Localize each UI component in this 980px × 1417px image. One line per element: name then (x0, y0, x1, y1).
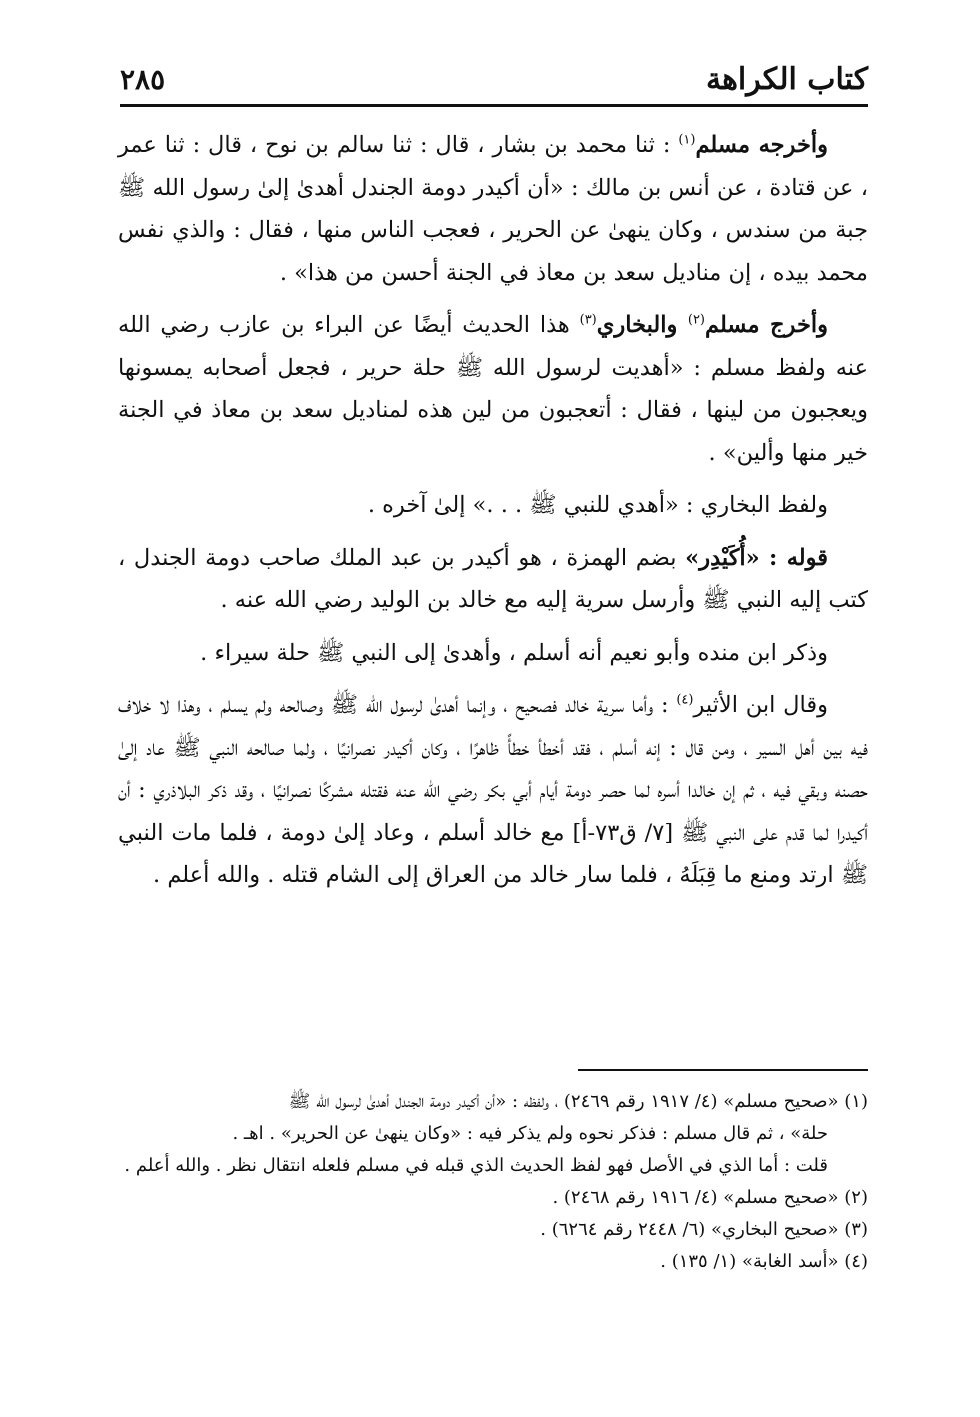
paragraph-lead: والبخاري (596, 312, 688, 338)
paragraph-lead: وأخرج مسلم (705, 312, 828, 338)
footnote-3: (٣) «صحيح البخاري» (٦/ ٢٤٤٨ رقم ٦٢٦٤) . (540, 1219, 868, 1240)
paragraph-text: : وأما سرية خالد فصحيح ، وإنما أهدىٰ لرسول الله ﷺ وصالحه ولم يسلم ، وهذا لا خلاف فيه بين أهل السير ، ومن قال : إنه أسلم ، فقد أخطأ خطأً ظاهرًا ، وكان أكيدر نصرانيًا ، ولما صالحه النبي ﷺ عاد إلىٰ حصنه وبقي فيه ، ثم إن خالدا أسره لما حصر دومة أيام أبي بكر رضي الله عنه فقتله مشركًا نصرانيًا ، وقد ذكر البلاذري : أن أكيدرا لما قدم على النبي ﷺ [٧/ ق٧٣-أ] مع خالد أسلم ، وعاد إلىٰ دومة ، فلما مات النبي ﷺ ارتد ومنع ما قِبَلَهُ ، فلما سار خالد من العراق إلى الشام قتله . والله أعلم . (118, 692, 868, 888)
footnote-4: (٤) «أسد الغابة» (١/ ١٣٥) . (660, 1251, 868, 1272)
paragraph-lead: وأخرجه مسلم (695, 132, 828, 158)
paragraph-6 (118, 684, 868, 897)
main-text (118, 124, 868, 897)
paragraph-5: وذكر ابن منده وأبو نعيم أنه أسلم ، وأهدىٰ إلى النبي ﷺ حلة سيراء . (200, 639, 828, 666)
paragraph-4 (118, 537, 868, 622)
page-number: ٢٨٥ (120, 63, 166, 96)
footnote-1: (١) «صحيح مسلم» (٤/ ١٩١٧ رقم ٢٤٦٩) ، ولفظه : «أن أكيدر دومة الجندل أهدىٰ لرسول الله ﷺ (288, 1091, 868, 1112)
chapter-title: كتاب الكراهة (706, 62, 868, 97)
footnote-ref: (١) (678, 132, 696, 148)
paragraph-text: هذا الحديث أيضًا عن البراء بن عازب رضي الله عنه ولفظ مسلم : «أهديت لرسول الله ﷺ حلة حرير ، فجعل أصحابه يمسونها ويعجبون من لينها ، فقال : أتعجبون من لين هذه لمناديل سعد بن معاذ في الجنة خير منها وألين» . (118, 312, 868, 466)
footnote-ref: (٣) (579, 312, 597, 328)
footnote-2: (٢) «صحيح مسلم» (٤/ ١٩١٦ رقم ٢٤٦٨) . (552, 1187, 868, 1208)
footnote-1-note: قلت : أما الذي في الأصل فهو لفظ الحديث الذي قبله في مسلم فلعله انتقال نظر . والله أعلم . (124, 1155, 828, 1176)
footnotes (118, 1086, 868, 1278)
footnote-1-continued: حلة» ، ثم قال مسلم : فذكر نحوه ولم يذكر فيه : «وكان ينهىٰ عن الحرير» . اهـ . (232, 1123, 828, 1144)
running-header (120, 58, 868, 107)
footnote-ref: (٢) (687, 312, 705, 328)
paragraph-3: ولفظ البخاري : «أهدي للنبي ﷺ . . .» إلىٰ آخره . (367, 492, 828, 518)
paragraph-text: : ثنا محمد بن بشار ، قال : ثنا سالم بن نوح ، قال : ثنا عمر ، عن قتادة ، عن أنس بن مالك : «أن أكيدر دومة الجندل أهدىٰ إلىٰ رسول الله ﷺ جبة من سندس ، وكان ينهىٰ عن الحرير ، فعجب الناس منها ، فقال : والذي نفس محمد بيده ، إن مناديل سعد بن معاذ في الجنة أحسن من هذا» . (118, 132, 868, 286)
paragraph-text: بضم الهمزة ، هو أكيدر بن عبد الملك صاحب دومة الجندل ، كتب إليه النبي ﷺ وأرسل سرية إليه مع خالد بن الوليد رضي الله عنه . (118, 544, 868, 613)
footnote-ref: (٤) (676, 692, 694, 708)
paragraph-lead: قوله : «أُكَيْدِر» (685, 544, 828, 571)
paragraph-lead: وقال ابن الأثير (693, 692, 828, 718)
paragraph-1 (118, 124, 868, 294)
footnote-divider (578, 1069, 868, 1071)
paragraph-2 (118, 304, 868, 474)
